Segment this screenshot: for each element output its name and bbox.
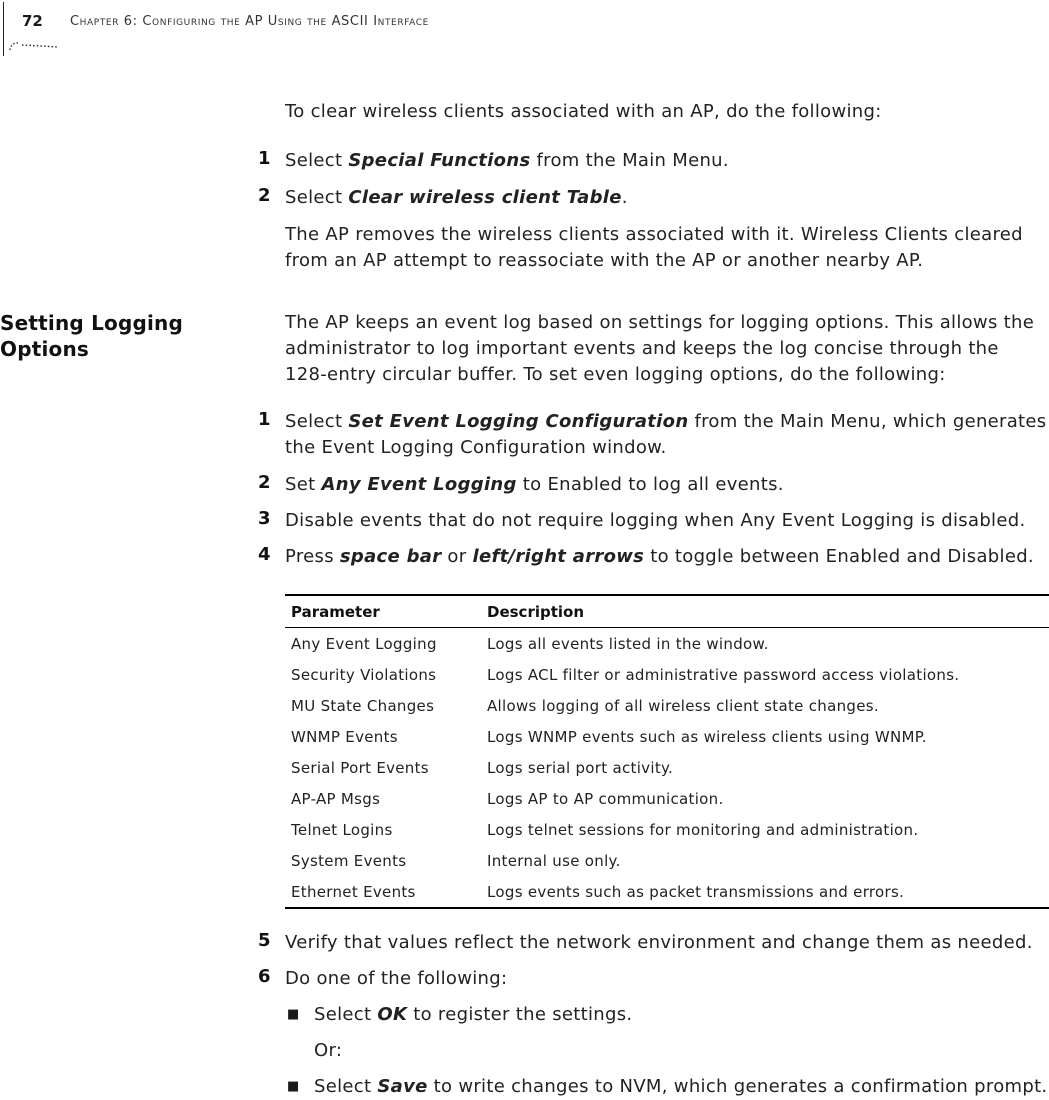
button-name: Save: [377, 1076, 428, 1097]
description-cell: Logs ACL filter or administrative password access violations.: [487, 665, 960, 684]
bullet-square-icon: ■: [287, 1079, 300, 1094]
parameter-cell: Telnet Logins: [291, 820, 393, 839]
parameter-cell: Serial Port Events: [291, 758, 429, 777]
step-text: Verify that values reflect the network environment and change them as needed.: [285, 932, 1033, 953]
page-number: 72: [22, 12, 43, 30]
step-number: 6: [258, 966, 271, 987]
description-cell: Allows logging of all wireless client state changes.: [487, 696, 879, 715]
parameter-cell: System Events: [291, 851, 407, 870]
or-text: Or:: [314, 1040, 343, 1061]
step-text: Disable events that do not require logging when Any Event Logging is disabled.: [285, 510, 1026, 531]
step-text: Do one of the following:: [285, 968, 508, 989]
parameter-cell: Ethernet Events: [285, 876, 481, 908]
header-rule: [3, 2, 4, 56]
option-text: Select OK to register the settings.: [314, 1004, 633, 1025]
step-number: 1: [258, 148, 271, 169]
parameter-cell: AP-AP Msgs: [291, 789, 381, 808]
step-number: 2: [258, 185, 271, 206]
table-header-row: [285, 595, 1049, 628]
column-header-description: Description: [481, 595, 1049, 628]
description-cell: Logs AP to AP communication.: [487, 789, 724, 808]
table-row: [285, 752, 1049, 783]
table-row: [285, 814, 1049, 845]
step-text: Set Any Event Logging to Enabled to log all events.: [285, 474, 784, 495]
table-row: [285, 690, 1049, 721]
clear-note: The AP removes the wireless clients associated with it. Wireless Clients cleared from an AP attempt to reassociate with the AP or another nearby AP.: [285, 224, 1023, 271]
header-dots-decoration: [8, 40, 60, 52]
table-row: [285, 876, 1049, 908]
description-cell: Logs events such as packet transmissions and errors.: [481, 876, 1049, 908]
menu-item-name: Set Event Logging Configuration: [348, 411, 689, 432]
description-cell: Internal use only.: [487, 851, 621, 870]
menu-item-name: Special Functions: [348, 150, 531, 171]
table-row: [285, 628, 1049, 660]
logging-parameters-table: [285, 594, 1049, 909]
step-number: 5: [258, 930, 271, 951]
button-name: OK: [377, 1004, 408, 1025]
setting-name: Any Event Logging: [321, 474, 517, 495]
key-name: space bar: [339, 546, 442, 567]
table-row: [285, 783, 1049, 814]
option-text: Select Save to write changes to NVM, which generates a confirmation prompt.: [314, 1076, 1048, 1097]
step-number: 1: [258, 409, 271, 430]
parameter-cell: MU State Changes: [291, 696, 435, 715]
description-cell: Logs WNMP events such as wireless clients using WNMP.: [487, 727, 927, 746]
table-row: [285, 845, 1049, 876]
parameter-cell: Security Violations: [291, 665, 437, 684]
step-text: Select Special Functions from the Main Menu.: [285, 150, 729, 171]
section-intro: The AP keeps an event log based on settings for logging options. This allows the administrator to log important events and keeps the log concise through the 128-entry circular buffer. To set even logging options, do the following:: [285, 312, 1035, 385]
step-text: Select Set Event Logging Configuration from the Main Menu, which generates the Event Logging Configuration window.: [285, 411, 1047, 458]
menu-item-name: Clear wireless client Table: [348, 187, 622, 208]
table-row: [285, 659, 1049, 690]
section-heading: Setting Logging Options: [0, 311, 183, 361]
step-number: 2: [258, 472, 271, 493]
chapter-title: Chapter 6: Configuring the AP Using the ASCII Interface: [70, 14, 429, 29]
step-number: 4: [258, 544, 271, 565]
description-cell: Logs telnet sessions for monitoring and administration.: [487, 820, 919, 839]
parameter-cell: Any Event Logging: [291, 634, 437, 653]
bullet-square-icon: ■: [287, 1007, 300, 1022]
intro-text: To clear wireless clients associated with an AP, do the following:: [285, 101, 882, 122]
description-cell: Logs serial port activity.: [487, 758, 674, 777]
key-name: left/right arrows: [472, 546, 645, 567]
description-cell: Logs all events listed in the window.: [487, 634, 769, 653]
step-text: Select Clear wireless client Table.: [285, 187, 628, 208]
column-header-parameter: Parameter: [285, 595, 481, 628]
parameter-cell: WNMP Events: [291, 727, 398, 746]
table-row: [285, 721, 1049, 752]
step-number: 3: [258, 508, 271, 529]
step-text: Press space bar or left/right arrows to toggle between Enabled and Disabled.: [285, 546, 1034, 567]
